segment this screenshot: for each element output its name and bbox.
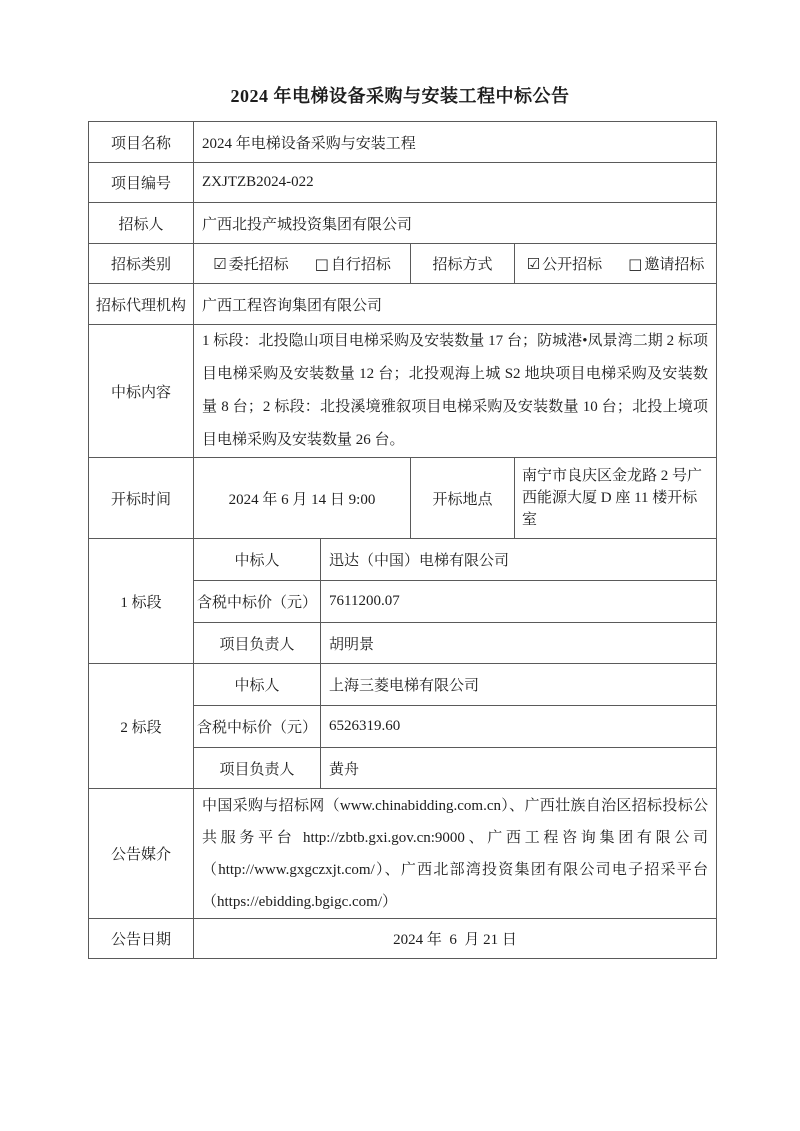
section1-price-value: 7611200.07	[321, 581, 717, 623]
section2-price-value: 6526319.60	[321, 706, 717, 748]
agency-label: 招标代理机构	[89, 284, 194, 325]
section1-winner-label: 中标人	[194, 539, 321, 581]
table-row-agency	[89, 284, 717, 325]
tender-method-option-invited	[628, 253, 704, 274]
checkbox-option-label: 自行招标	[330, 257, 391, 273]
section1-manager-value: 胡明景	[321, 623, 717, 664]
announcement-date-label: 公告日期	[89, 919, 194, 959]
checkbox-option-label: 委托招标	[228, 257, 289, 273]
tender-category-options	[194, 244, 411, 284]
media-value: 中国采购与招标网（www.chinabidding.com.cn）、广西壮族自治区招标投标公共服务平台 http://zbtb.gxi.gov.cn:9000、广西工程咨询集团有限公司（http://www.gxgczxjt.com/）、广西北部湾投资集团有限公司电子招采平台（https://ebidding.bgigc.com/）	[194, 789, 717, 919]
tender-category-option-self	[315, 253, 391, 274]
bid-opening-time-label: 开标时间	[89, 458, 194, 539]
tenderee-label: 招标人	[89, 203, 194, 244]
bid-announcement-table	[88, 121, 717, 959]
section2-manager-label: 项目负责人	[194, 748, 321, 789]
table-row-bid-opening	[89, 458, 717, 539]
tenderee-value: 广西北投产城投资集团有限公司	[194, 203, 717, 244]
project-number-value: ZXJTZB2024-022	[194, 163, 717, 203]
unchecked-checkbox-icon: □	[314, 255, 329, 273]
tender-method-options	[515, 244, 717, 284]
table-row-media	[89, 789, 717, 919]
project-name-label: 项目名称	[89, 122, 194, 163]
tender-method-options-wrap	[516, 253, 715, 274]
checked-checkbox-icon: ☑	[526, 255, 541, 273]
section2-price-label: 含税中标价（元）	[194, 706, 321, 748]
table-row-section1-winner	[89, 539, 717, 581]
section2-manager-value: 黄舟	[321, 748, 717, 789]
tender-category-options-wrap	[195, 253, 409, 274]
table-row-section2-winner	[89, 664, 717, 706]
tender-method-label: 招标方式	[411, 244, 515, 284]
section1-winner-value: 迅达（中国）电梯有限公司	[321, 539, 717, 581]
table-row-tender-category	[89, 244, 717, 284]
bid-opening-time-value: 2024 年 6 月 14 日 9:00	[194, 458, 411, 539]
bid-opening-place-value: 南宁市良庆区金龙路 2 号广西能源大厦 D 座 11 楼开标室	[515, 458, 717, 539]
bid-opening-place-label: 开标地点	[411, 458, 515, 539]
agency-value: 广西工程咨询集团有限公司	[194, 284, 717, 325]
table-row-announcement-date	[89, 919, 717, 959]
table-row-tenderee	[89, 203, 717, 244]
section2-label: 2 标段	[89, 664, 194, 789]
section1-manager-label: 项目负责人	[194, 623, 321, 664]
table-row-project-number	[89, 163, 717, 203]
section2-winner-label: 中标人	[194, 664, 321, 706]
section1-label: 1 标段	[89, 539, 194, 664]
media-label: 公告媒介	[89, 789, 194, 919]
section1-price-label: 含税中标价（元）	[194, 581, 321, 623]
tender-category-option-delegated	[213, 253, 288, 274]
tender-method-option-open	[527, 253, 602, 274]
unchecked-checkbox-icon: □	[628, 255, 643, 273]
checkbox-option-label: 邀请招标	[644, 257, 705, 273]
table-row-award-content	[89, 325, 717, 458]
table-row-project-name	[89, 122, 717, 163]
checked-checkbox-icon: ☑	[213, 255, 227, 273]
award-content-label: 中标内容	[89, 325, 194, 458]
checkbox-option-label: 公开招标	[542, 257, 603, 273]
project-number-label: 项目编号	[89, 163, 194, 203]
section2-winner-value: 上海三菱电梯有限公司	[321, 664, 717, 706]
tender-category-label: 招标类别	[89, 244, 194, 284]
announcement-date-value: 2024 年 6 月 21 日	[194, 919, 717, 959]
project-name-value: 2024 年电梯设备采购与安装工程	[194, 122, 717, 163]
page-title: 2024 年电梯设备采购与安装工程中标公告	[230, 86, 570, 106]
award-content-value: 1 标段：北投隐山项目电梯采购及安装数量 17 台；防城港•凤景湾二期 2 标项目电梯采购及安装数量 12 台；北投观海上城 S2 地块项目电梯采购及安装数量 8 台；2 标段：北投溪境雅叙项目电梯采购及安装数量 10 台；北投上境项目电梯采购及安装数量 26 台。	[194, 325, 717, 458]
